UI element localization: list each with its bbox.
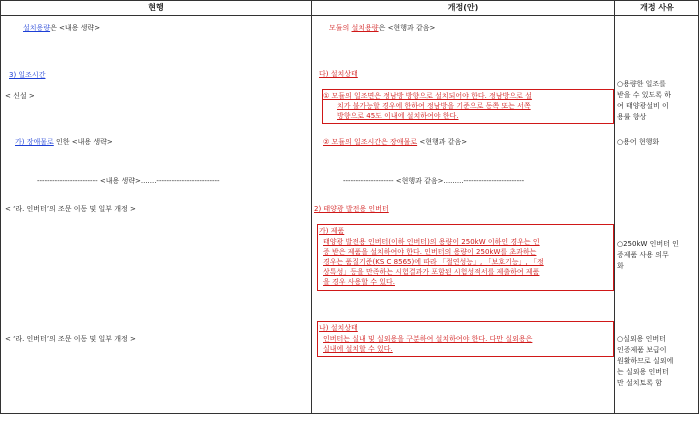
revised-p1-line2: 치가 불가능할 경우에 한하여 정남방을 기준으로 동쪽 또는 서쪽	[337, 102, 531, 110]
reason-r1-line2: 받을 수 있도록 하	[617, 91, 672, 99]
revised-p2-red: ② 모듈의 일조시간은 장애물로	[323, 138, 418, 146]
header-reason: 개정 사유	[640, 3, 674, 12]
revised-line1-term: 설치용량	[351, 24, 379, 32]
revised-a-line3: 경우는 품질기준(KS C 8565)에 따라 「절연성능」, 「보호기능」, 「정	[323, 258, 544, 266]
revised-line1	[329, 23, 435, 33]
revised-b-line1: 인버터는 실내 및 실외용을 구분하여 설치하여야 한다. 다만 실외용은	[323, 335, 533, 343]
reason-r4-line3: 원활하므로 실외에	[617, 357, 674, 365]
revised-a-line1: 태양광 발전용 인버터(이하 인버터)의 용량이 250kW 이하인 경우는 인	[323, 238, 540, 246]
revised-p1-line3: 방향으로 45도 이내에 설치하여야 한다.	[337, 112, 459, 120]
reason-r1-line4: 용률 향상	[617, 113, 647, 121]
reason-r4-line2: 인증제품 보급이	[617, 346, 667, 354]
current-line1-term: 설치용량	[23, 24, 51, 32]
reason-r3-line3: 화	[617, 262, 624, 270]
revised-a-line2: 증 받은 제품을 설치하여야 한다. 인버터의 용량이 250kW를 초과하는	[323, 248, 537, 256]
revised-p1-line1: ① 모듈의 일조면은 정남방 방향으로 설치되어야 한다. 정남방으로 설	[323, 92, 532, 100]
revised-a-line5: 을 경우 사용할 수 있다.	[323, 278, 395, 286]
revised-section-install: 다) 설치상태	[319, 70, 358, 78]
header-divider	[1, 15, 698, 16]
revised-a-line4: 상특성」등을 만족하는 시험결과가 포함된 시험성적서를 제출하여 제품	[323, 268, 540, 276]
revised-a-title: 가) 제품	[319, 227, 345, 235]
current-item-a-rest: 인한 <내용 생략>	[53, 138, 113, 146]
revised-line1-rest: 은 <현행과 같음>	[378, 24, 436, 32]
revised-p2	[323, 137, 467, 147]
current-item-a	[15, 137, 113, 147]
reason-r4-line4: 는 실외용 인버터	[617, 368, 669, 376]
reason-r3-line1: ○250kW 인버터 인	[617, 240, 679, 248]
header-current: 현행	[148, 3, 164, 12]
current-omit-line: ------------------------ <내용 생략>.......-------------------------	[37, 177, 220, 185]
revised-section-inverter: 2) 태양광 발전용 인버터	[314, 205, 389, 213]
current-new: < 신설 >	[5, 92, 35, 100]
current-move-2: < ‘라. 인버터’의 조문 이동 및 일부 개정 >	[5, 335, 136, 343]
revised-b-title: 나) 설치상태	[319, 324, 358, 332]
reason-r4-line1: ○실외용 인버터	[617, 335, 666, 343]
revised-line1-pre: 모듈의	[329, 24, 352, 32]
reason-r1-line3: 여 태양광설비 이	[617, 102, 669, 110]
current-line1	[23, 23, 100, 33]
reason-r3-line2: 증제품 사용 의무	[617, 251, 669, 259]
revised-p2-rest: <현행과 같음>	[417, 138, 468, 146]
current-line1-rest: 은 <내용 생략>	[50, 24, 101, 32]
revised-b-line2: 실내에 설치할 수 있다.	[323, 345, 393, 353]
current-section3: 3) 일조시간	[9, 71, 46, 79]
current-item-a-term: 가) 장애물로	[15, 138, 54, 146]
reason-r2: ○용어 현행화	[617, 138, 660, 146]
header-revised: 개정(안)	[447, 3, 479, 12]
reason-r4-line5: 만 설치토록 함	[617, 379, 663, 387]
reason-r1-line1: ○용량한 일조를	[617, 80, 666, 88]
column-divider-2	[614, 1, 615, 413]
revised-omit-line: -------------------- <현행과 같음>.........------------------------	[343, 177, 525, 185]
current-move-1: < ‘라. 인버터’의 조문 이동 및 일부 개정 >	[5, 205, 136, 213]
column-divider-1	[311, 1, 312, 413]
